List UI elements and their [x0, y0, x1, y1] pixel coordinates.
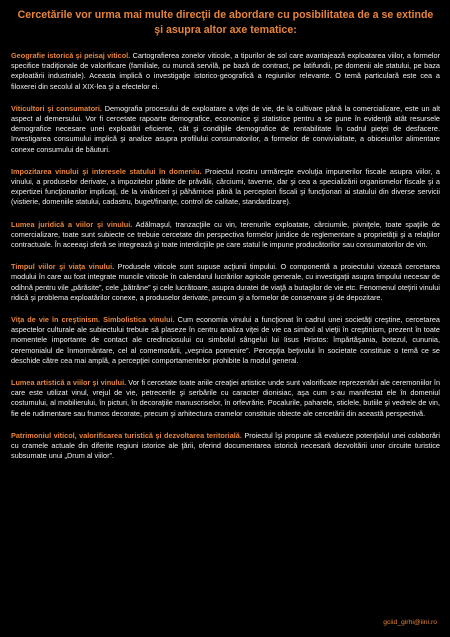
section-paragraph — [11, 51, 440, 92]
page-title: Cercetările vor urma mai multe direcţii de abordare cu posibilitatea de a se extinde şi asupra altor axe tematice: — [17, 9, 434, 36]
section-heading: Timpul viilor şi viaţa vinului. — [11, 262, 115, 272]
section-heading: Lumea artistică a viilor şi vinului. — [11, 378, 127, 388]
section-paragraph — [11, 220, 440, 251]
section-geografie — [11, 51, 440, 92]
section-viticultori — [11, 104, 440, 155]
section-heading: Viticultori şi consumatori. — [11, 103, 102, 113]
section-heading: Patrimoniul viticol, valorificarea turistică şi dezvoltarea teritorială. — [11, 430, 242, 440]
section-body: Demografia procesului de exploatare a viţei de vie, de la cultivare până la comercializare, este un alt aspect al demersului. Vor fi cercetate rapoarte demografice, economice şi statistice pentru a se pune în evidenţă atât resursele demografice necesare unei exploatări eficiente, cât şi condiţiile demografice de rentabilitate în cadrul pieţei de desfacere. Investigarea consumului implică şi analize asupra profilului consumatorilor, a formelor de convivialitate, a obiceiurilor alimentare conexe consumului de băuturi. — [11, 103, 440, 154]
section-paragraph — [11, 315, 440, 366]
section-body: Vor fi cercetate toate ariile creaţiei artistice unde sunt valorificate reprezentări ale ceremoniilor în care este utilizat vinul, vrejul de vie, petrecerile şi serbările cu caracter dionisiac, aşa cum s-au manifestat ele în domeniul costumului, al mobilierului, în picturi, în decoraţiile manuscriselor, în orfevrărie. Pocalurile, paharele, sticlele, butiile şi vedrele de vin, fie ele rudimentare sau frumos decorate, precum şi arhitectura cramelor constituie obiecte ale cercetării din această perspectivă. — [11, 378, 441, 418]
footer-email: gciid_girhi@iini.ro — [383, 619, 437, 626]
section-paragraph — [11, 262, 440, 303]
section-paragraph — [11, 431, 440, 462]
section-paragraph — [11, 104, 440, 155]
section-vita-de-vie — [11, 315, 440, 366]
section-heading: Lumea juridică a viilor şi vinului. — [11, 219, 133, 229]
section-heading: Viţa de vie în creştinism. Simbolistica vinului. — [11, 315, 175, 325]
section-patrimoniul — [11, 431, 440, 462]
section-paragraph — [11, 378, 440, 419]
section-heading: Geografie istorică şi peisaj viticol. — [11, 51, 131, 60]
section-lumea-artistica — [11, 378, 440, 419]
section-body: Proiectul îşi propune să evalueze potenţialul unei colaborări cu cramele actuale din diferite regiuni istorice ale ţării, oferind documentarea istorică necesară dezvoltării unor circuite turistice subsumate unui „Drum al viilor”. — [11, 430, 440, 461]
section-body: Cum economia vinului a funcţionat în cadrul unei societăţi creştine, cercetarea aspectelor culturale ale subiectului trebuie să plaseze în centru analiza viţei de vie ca simbol al vieţii în creştinism, prezent în toate momentele importante de contact ale credinciosului cu simbolul sângelui lui Iisus Hristos: împărtăşania, botezul, cununia, ceremonialul de înmormântare, cel al comemorării, „veşnica pomenire”. Percepţia beţivului în societate constituie o temă ce se deschide către cea mai amplă, a percepţiei comportamentelor prohibite la modul general. — [11, 315, 440, 365]
section-body: Cartografierea zonelor viticole, a tipurilor de sol care avantajează exploatarea viilor, a formelor specifice tradiţionale de valorificare (familiale, cu muncă servilă, pe bază de contract, pe latifundii, pe domenii ale statului, pe baza exploatării industriale). Aceasta implică o investigaţie istorico-geografică a regiunilor relevante. O temă particulară este cea a filoxerei din secolul al XIX-lea şi a efectelor ei. — [11, 51, 440, 91]
section-heading: Impozitarea vinului şi interesele statului în domeniu. — [11, 166, 202, 176]
section-paragraph — [11, 167, 440, 208]
section-body: Proiectul nostru urmăreşte evoluţia impunerilor fiscale asupra viilor, a vinului, a produselor derivate, a impozitelor plătite de prăvălii, cârciumi, taverne, dar şi cea a specializării organismelor fiscale şi a expertizei funcţionarilor implicaţi, de la vinăriceri şi pâhărnicei până la perceptori fiscali şi funcţionari ai statului din diverse servicii (vistierie, domeniile statului, cadastru, buget/finanţe, control de calitate, standardizare). — [11, 166, 440, 207]
section-lumea-juridica — [11, 220, 440, 251]
section-impozitarea — [11, 167, 440, 208]
section-timpul-viilor — [11, 262, 440, 303]
section-body: Produsele viticole sunt supuse acţiunii timpului. O componentă a proiectului vizează cercetarea modului în care au fost integrate muncile viticole în calendarul lucrărilor agricole generale, cu investigaţii asupra timpului necesar de odihnă pentru vile „părăsite”, cele „bătrâne” şi cele lucrătoare, asupra duratei de viaţă a butaşilor de vie etc. Fenomenul oteţirii vinului ridică şi problema exploatărilor conexe, a produselor derivate, precum şi a formelor de conservare şi de depozitare. — [11, 262, 440, 302]
section-body: Adălmaşul, tranzacţiile cu vin, terenurile exploatate, cârciumile, pivniţele, toate spaţiile de comercializare, toate sunt subiecte ce trebuie cercetate din perspectiva formelor juridice de reglementare a proprietăţii şi a relaţiilor contractuale. În aceeaşi sferă se integrează şi toate interdicţiile pe care statul le impune producătorilor sau consumatorilor de vin. — [11, 219, 440, 250]
